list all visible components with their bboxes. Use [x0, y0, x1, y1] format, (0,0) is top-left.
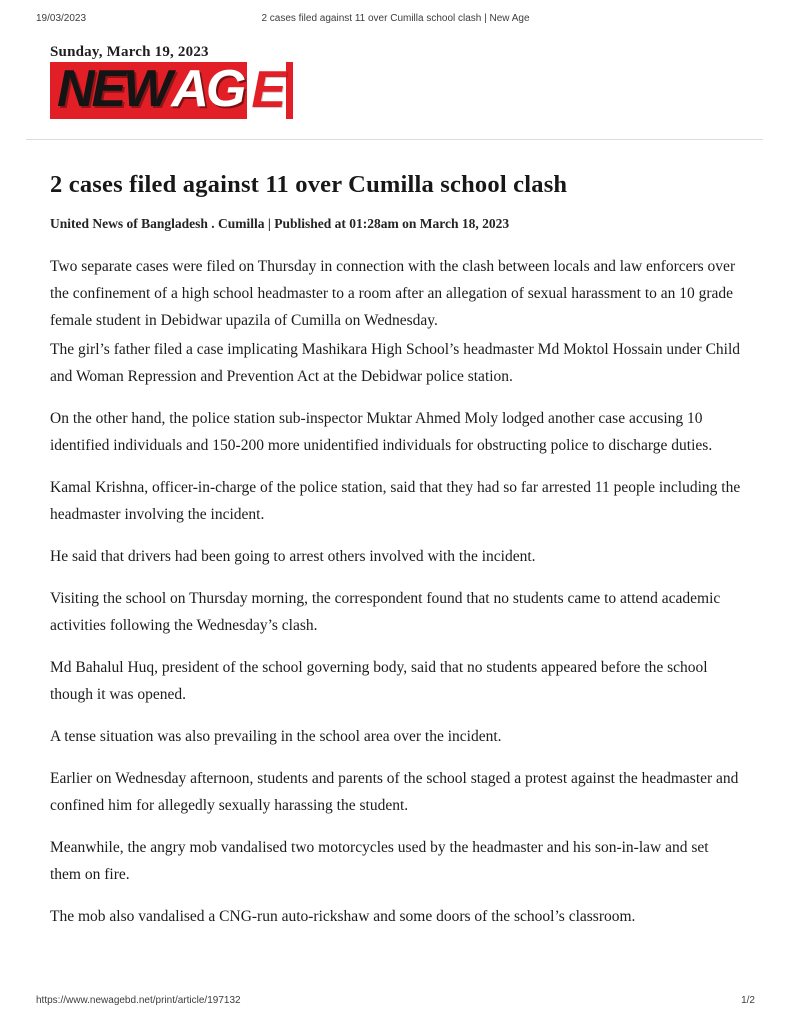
newage-logo: [50, 62, 293, 119]
print-header-title: 2 cases filed against 11 over Cumilla school clash | New Age: [261, 13, 530, 24]
print-header-date: 19/03/2023: [36, 13, 87, 24]
article-paragraph: Meanwhile, the angry mob vandalised two motorcycles used by the headmaster and his son-in-law and set them on fire.: [50, 838, 709, 883]
logo-text-e: E: [251, 61, 284, 119]
print-footer: [36, 995, 755, 1006]
logo-text-new: NEW: [57, 60, 170, 118]
article-paragraph: A tense situation was also prevailing in the school area over the incident.: [50, 727, 502, 745]
article-paragraph: The girl’s father filed a case implicating Mashikara High School’s headmaster Md Moktol Hossain under Child and Woman Repression and Prevention Act at the Debidwar police station.: [50, 340, 741, 385]
logo-text-ag: AG: [171, 60, 244, 118]
masthead-date: Sunday, March 19, 2023: [50, 44, 209, 60]
article-paragraph: The mob also vandalised a CNG-run auto-rickshaw and some doors of the school’s classroom.: [50, 907, 636, 925]
print-header: [36, 13, 755, 27]
print-footer-url: https://www.newagebd.net/print/article/197132: [36, 995, 241, 1006]
article-paragraph: He said that drivers had been going to arrest others involved with the incident.: [50, 547, 536, 565]
article-paragraph: On the other hand, the police station sub-inspector Muktar Ahmed Moly lodged another case accusing 10 identified individuals and 150-200 more unidentified individuals for obstructing police to discharge duties.: [50, 409, 713, 454]
article-paragraph: Two separate cases were filed on Thursday in connection with the clash between locals and law enforcers over the confinement of a high school headmaster to a room after an allegation of sexual harassment to an 10 grade female student in Debidwar upazila of Cumilla on Wednesday.: [50, 257, 736, 329]
masthead-divider: [26, 139, 763, 140]
article-paragraph: Visiting the school on Thursday morning, the correspondent found that no students came to attend academic activities following the Wednesday’s clash.: [50, 589, 721, 634]
article-body: [50, 253, 741, 930]
logo-e-box: [247, 62, 293, 119]
article-paragraph: Earlier on Wednesday afternoon, students and parents of the school staged a protest against the headmaster and confined him for allegedly sexually harassing the student.: [50, 769, 739, 814]
article-byline: United News of Bangladesh . Cumilla | Published at 01:28am on March 18, 2023: [50, 215, 510, 231]
print-footer-page-indicator: 1/2: [741, 995, 755, 1006]
article-title: 2 cases filed against 11 over Cumilla school clash: [50, 171, 568, 198]
article-paragraph: Md Bahalul Huq, president of the school governing body, said that no students appeared before the school though it was opened.: [50, 658, 708, 703]
article-paragraph: Kamal Krishna, officer-in-charge of the police station, said that they had so far arrested 11 people including the headmaster involving the incident.: [50, 478, 741, 523]
